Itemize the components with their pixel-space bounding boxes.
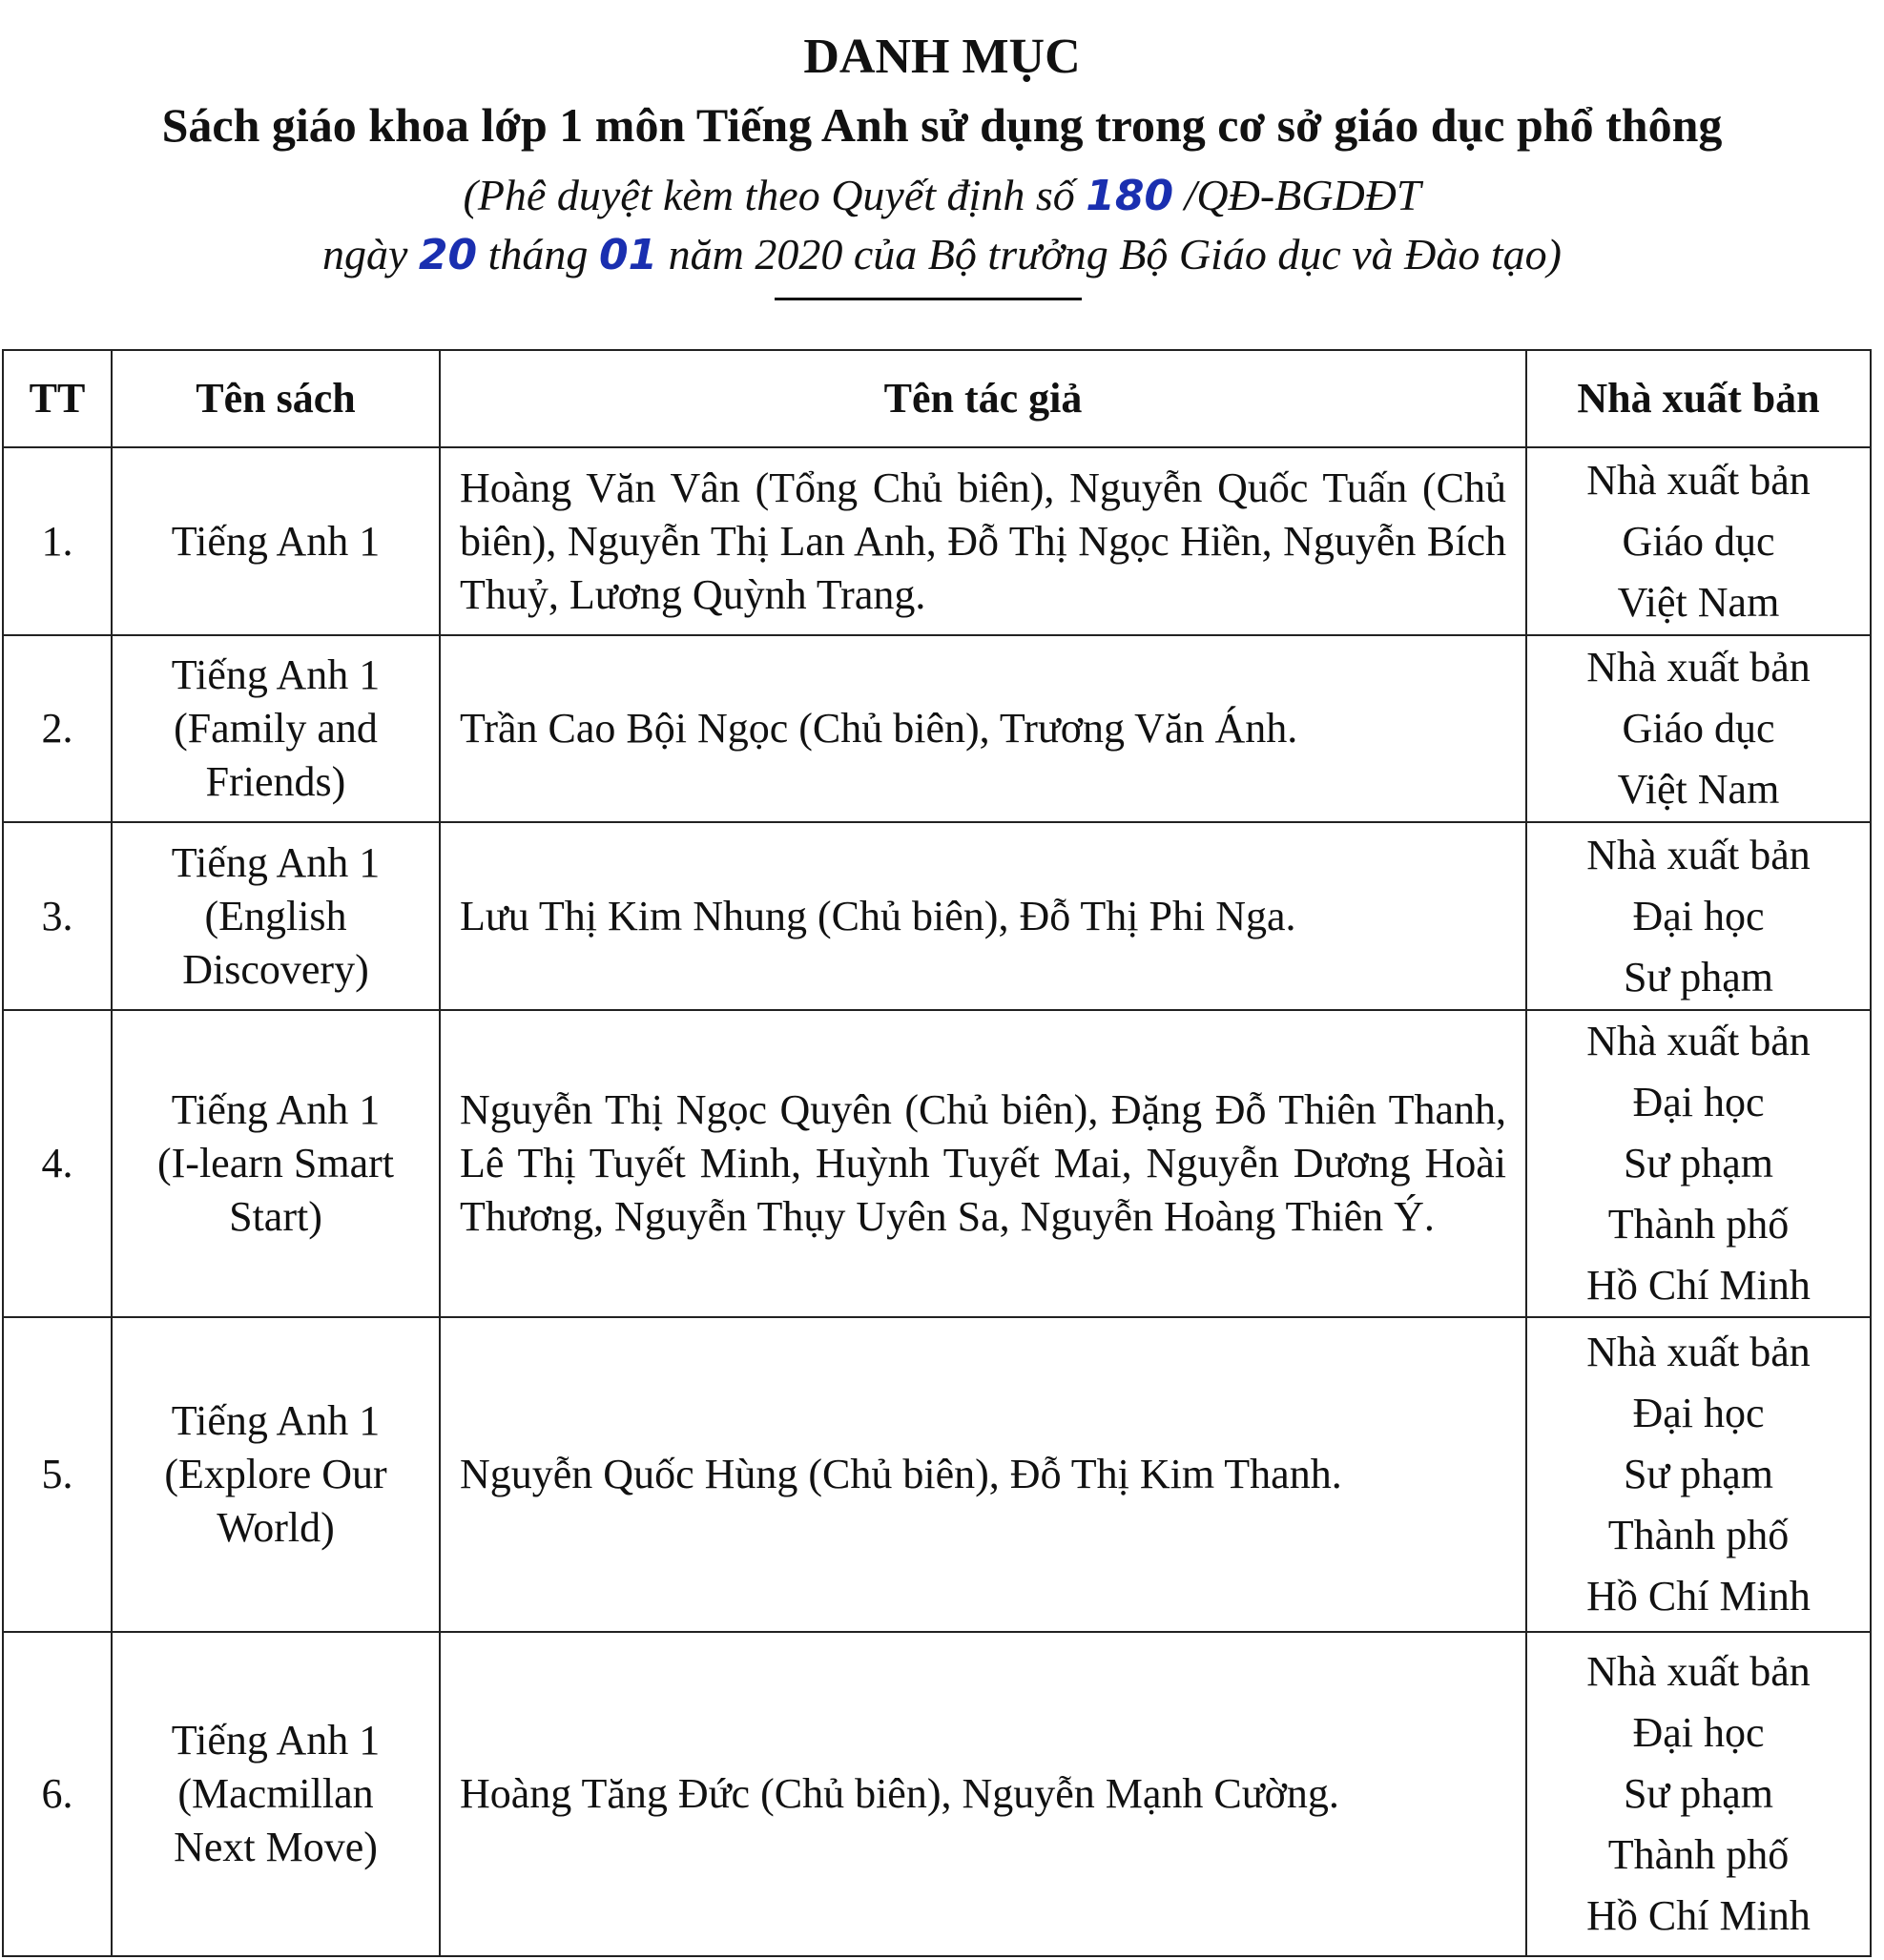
publisher bbox=[1526, 635, 1871, 822]
book-name-line: Next Move) bbox=[174, 1824, 378, 1870]
date-prefix: ngày bbox=[322, 230, 408, 279]
book-name-line: (English bbox=[204, 892, 347, 939]
decision-prefix: (Phê duyệt kèm theo Quyết định số bbox=[463, 171, 1075, 219]
date-suffix: năm 2020 của Bộ trưởng Bộ Giáo dục và Đào tạo) bbox=[668, 230, 1562, 279]
publisher-line: Thành phố bbox=[1607, 1831, 1790, 1878]
decision-reference-line bbox=[0, 170, 1884, 220]
publisher-line: Nhà xuất bản bbox=[1586, 644, 1811, 691]
book-name-line: (Family and bbox=[174, 705, 378, 752]
book-name-line: Tiếng Anh 1 bbox=[171, 1717, 381, 1764]
book-name-line: Friends) bbox=[205, 758, 346, 805]
table-row bbox=[3, 635, 1871, 822]
publisher-line: Sư phạm bbox=[1623, 1140, 1774, 1186]
row-number: 2. bbox=[3, 635, 112, 822]
publisher-line: Giáo dục bbox=[1622, 517, 1775, 565]
book-name-line: Tiếng Anh 1 bbox=[171, 838, 381, 886]
row-number: 3. bbox=[3, 822, 112, 1010]
row-number: 6. bbox=[3, 1632, 112, 1956]
publisher-line: Hồ Chí Minh bbox=[1586, 1262, 1811, 1309]
publisher-line: Việt Nam bbox=[1617, 578, 1780, 626]
row-number: 1. bbox=[3, 447, 112, 635]
book-name-line: Tiếng Anh 1 bbox=[171, 651, 381, 698]
authors: Lưu Thị Kim Nhung (Chủ biên), Đỗ Thị Phi Nga. bbox=[440, 822, 1526, 1010]
book-name-line: (Macmillan bbox=[177, 1770, 374, 1817]
publisher-line: Thành phố bbox=[1607, 1201, 1790, 1248]
publisher bbox=[1526, 447, 1871, 635]
publisher bbox=[1526, 822, 1871, 1010]
publisher-line: Giáo dục bbox=[1622, 705, 1775, 752]
row-number: 5. bbox=[3, 1317, 112, 1632]
publisher-line: Nhà xuất bản bbox=[1586, 831, 1811, 878]
table-row bbox=[3, 1010, 1871, 1317]
authors: Nguyễn Thị Ngọc Quyên (Chủ biên), Đặng Đỗ Thiên Thanh, Lê Thị Tuyết Minh, Huỳnh Tuyết Mai, Nguyễn Dương Hoài Thương, Nguyễn Thụy Uyên Sa, Nguyễn Hoàng Thiên Ý. bbox=[440, 1010, 1526, 1317]
publisher-line: Nhà xuất bản bbox=[1586, 1648, 1811, 1695]
authors: Hoàng Văn Vân (Tổng Chủ biên), Nguyễn Quốc Tuấn (Chủ biên), Nguyễn Thị Lan Anh, Đỗ Thị Ngọc Hiền, Nguyễn Bích Thuỷ, Lương Quỳnh Trang. bbox=[440, 447, 1526, 635]
book-name-line: Tiếng Anh 1 bbox=[171, 1397, 381, 1444]
publisher-line: Nhà xuất bản bbox=[1586, 1018, 1811, 1064]
book-name-line: (Explore Our bbox=[164, 1451, 387, 1497]
table-row bbox=[3, 1317, 1871, 1632]
publisher bbox=[1526, 1010, 1871, 1317]
publisher-line: Đại học bbox=[1632, 1079, 1765, 1125]
publisher-line: Đại học bbox=[1632, 892, 1765, 939]
publisher bbox=[1526, 1317, 1871, 1632]
publisher-line: Hồ Chí Minh bbox=[1586, 1892, 1811, 1939]
book-name-line: Start) bbox=[229, 1193, 322, 1240]
header-tt: TT bbox=[3, 350, 112, 447]
publisher-line: Việt Nam bbox=[1617, 766, 1780, 813]
book-name bbox=[112, 822, 440, 1010]
book-name-line: World) bbox=[217, 1504, 335, 1551]
publisher-line: Sư phạm bbox=[1623, 1770, 1774, 1817]
month-handwritten: 01 bbox=[598, 231, 658, 279]
day-handwritten: 20 bbox=[418, 231, 478, 279]
book-name-line: Tiếng Anh 1 bbox=[171, 1086, 381, 1133]
authors: Hoàng Tăng Đức (Chủ biên), Nguyễn Mạnh Cường. bbox=[440, 1632, 1526, 1956]
header-publisher: Nhà xuất bản bbox=[1526, 350, 1871, 447]
title-divider bbox=[775, 298, 1082, 300]
publisher-line: Đại học bbox=[1632, 1709, 1765, 1756]
book-name bbox=[112, 635, 440, 822]
book-name bbox=[112, 447, 440, 635]
publisher-line: Sư phạm bbox=[1623, 1451, 1774, 1497]
decision-date-line bbox=[0, 229, 1884, 279]
publisher-line: Đại học bbox=[1632, 1390, 1765, 1436]
book-name-line: Tiếng Anh 1 bbox=[171, 517, 381, 565]
publisher-line: Nhà xuất bản bbox=[1586, 1329, 1811, 1375]
row-number: 4. bbox=[3, 1010, 112, 1317]
header-book-name: Tên sách bbox=[112, 350, 440, 447]
book-name bbox=[112, 1010, 440, 1317]
publisher-line: Thành phố bbox=[1607, 1512, 1790, 1558]
authors: Nguyễn Quốc Hùng (Chủ biên), Đỗ Thị Kim Thanh. bbox=[440, 1317, 1526, 1632]
book-name bbox=[112, 1632, 440, 1956]
publisher-line: Hồ Chí Minh bbox=[1586, 1573, 1811, 1620]
table-row bbox=[3, 822, 1871, 1010]
decision-suffix: /QĐ-BGDĐT bbox=[1184, 171, 1421, 219]
book-name-line: (I-learn Smart bbox=[157, 1140, 394, 1186]
publisher bbox=[1526, 1632, 1871, 1956]
book-name-line: Discovery) bbox=[182, 945, 369, 993]
table-header-row bbox=[3, 350, 1871, 447]
publisher-line: Nhà xuất bản bbox=[1586, 456, 1811, 504]
table-row bbox=[3, 1632, 1871, 1956]
document-heading: DANH MỤC bbox=[803, 30, 1081, 84]
textbook-table bbox=[2, 349, 1872, 1957]
book-name bbox=[112, 1317, 440, 1632]
table-row bbox=[3, 447, 1871, 635]
authors: Trần Cao Bội Ngọc (Chủ biên), Trương Văn Ánh. bbox=[440, 635, 1526, 822]
month-label: tháng bbox=[487, 230, 589, 279]
header-authors: Tên tác giả bbox=[440, 350, 1526, 447]
decision-number-handwritten: 180 bbox=[1086, 172, 1174, 220]
publisher-line: Sư phạm bbox=[1623, 953, 1774, 1001]
document-title: Sách giáo khoa lớp 1 môn Tiếng Anh sử dụng trong cơ sở giáo dục phổ thông bbox=[161, 98, 1723, 152]
